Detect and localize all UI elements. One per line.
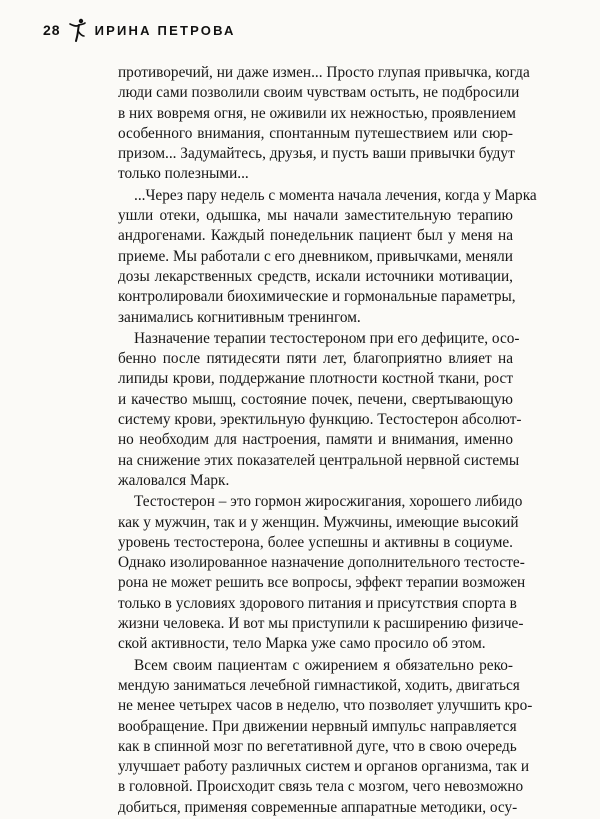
page-number: 28 bbox=[43, 22, 61, 38]
paragraph bbox=[118, 63, 530, 185]
text-line: добиться, применяя современные аппаратные методики, осу- bbox=[118, 798, 518, 816]
text-line: не менее четырех часов в неделю, что позволяет улучшить кро- bbox=[118, 697, 533, 715]
text-line: андрогенами. Каждый понедельник пациент был у меня на bbox=[118, 227, 513, 245]
text-line: мендую заниматься лечебной гимнастикой, ходить, двигаться bbox=[118, 676, 520, 694]
text-line: в них вовремя огня, не оживили их нежностью, проявлением bbox=[118, 104, 516, 122]
text-line: только полезными... bbox=[118, 165, 249, 183]
text-line: бенно после пятидесяти пяти лет, благоприятно влияет на bbox=[118, 350, 513, 368]
text-line: жаловался Марк. bbox=[118, 471, 230, 489]
text-line: рона не может решить все вопросы, эффект терапии возможен bbox=[118, 574, 526, 592]
text-line: ской активности, тело Марка уже само просило об этом. bbox=[118, 635, 486, 653]
text-line: как у мужчин, так и у женщин. Мужчины, имеющие высокий bbox=[118, 513, 519, 531]
text-line: вообращение. При движении нервный импульс направляется bbox=[118, 717, 517, 735]
text-line: но необходим для настроения, памяти и внимания, именно bbox=[118, 431, 513, 449]
text-line: занимались когнитивным тренингом. bbox=[118, 308, 361, 326]
text-line: Однако изолированное назначение дополнительного тестосте- bbox=[118, 554, 525, 572]
author-name: ИРИНА ПЕТРОВА bbox=[94, 22, 236, 38]
text-line: только в условиях здорового питания и присутствия спорта в bbox=[118, 594, 517, 612]
text-line: Всем своим пациентам с ожирением я обязательно реко- bbox=[134, 656, 513, 674]
text-line: ушли отеки, одышка, мы начали заместительную терапию bbox=[118, 207, 513, 225]
text-line: жизни человека. И вот мы приступили к расширению физиче- bbox=[118, 615, 524, 633]
text-line: Тестостерон – это гормон жиросжигания, хорошего либидо bbox=[134, 493, 523, 511]
text-line: улучшает работу различных систем и органов организма, так и bbox=[118, 758, 530, 776]
text-line: уровень тестостерона, более успешны и активны в социуме. bbox=[118, 533, 513, 551]
text-line: как в спинной мозг по вегетативной дуге, что в свою очередь bbox=[118, 737, 517, 755]
dancer-figure-icon bbox=[67, 18, 89, 42]
text-line: особенного внимания, спонтанным путешествием или сюр- bbox=[118, 124, 513, 142]
paragraph bbox=[118, 186, 537, 328]
text-line: на снижение этих показателей центральной нервной системы bbox=[118, 451, 520, 469]
paragraph bbox=[118, 656, 533, 818]
text-line: и качество мышц, состояние почек, печени, свертывающую bbox=[118, 390, 513, 408]
text-line: призом... Задумайтесь, друзья, и пусть ваши привычки будут bbox=[118, 145, 515, 163]
text-line: липиды крови, поддержание плотности костной ткани, рост bbox=[118, 370, 513, 388]
text-line: контролировали биохимические и гормональные параметры, bbox=[118, 288, 516, 306]
text-line: ...Через пару недель с момента начала лечения, когда у Марка bbox=[134, 186, 537, 204]
text-line: дозы лекарственных средств, искали источники мотивации, bbox=[118, 267, 513, 285]
text-line: приеме. Мы работали с его дневником, привычками, меняли bbox=[118, 247, 513, 265]
body-text bbox=[118, 63, 537, 819]
running-header bbox=[43, 18, 236, 42]
paragraph bbox=[118, 492, 526, 654]
text-line: систему крови, эректильную функцию. Тестостерон абсолют- bbox=[118, 411, 522, 429]
text-line: противоречий, ни даже измен... Просто глупая привычка, когда bbox=[118, 64, 530, 81]
text-line: люди сами позволили своим чувствам остыть, не подбросили bbox=[118, 84, 520, 102]
paragraph bbox=[118, 329, 522, 491]
text-line: в головной. Происходит связь тела с мозгом, чего невозможно bbox=[118, 778, 524, 796]
text-line: Назначение терапии тестостероном при его дефиците, осо- bbox=[134, 329, 520, 347]
